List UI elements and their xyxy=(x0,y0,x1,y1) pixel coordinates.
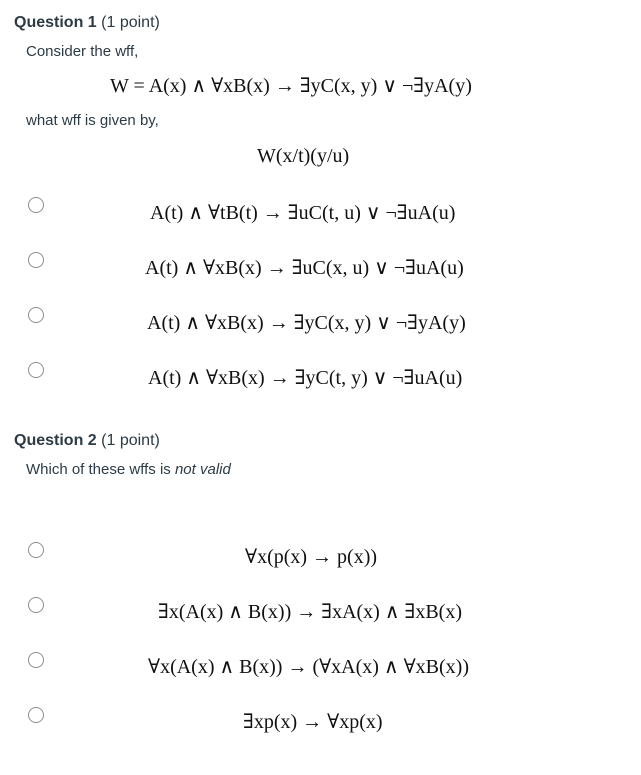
question-1-option-4-radio[interactable] xyxy=(28,362,44,378)
question-2-option-3-label[interactable]: ∀x(A(x) ∧ B(x)) → (∀xA(x) ∧ ∀xB(x)) xyxy=(148,656,469,678)
question-1-title xyxy=(14,13,160,33)
question-2-option-3-radio[interactable] xyxy=(28,652,44,668)
question-2-option-2-label[interactable]: ∃x(A(x) ∧ B(x)) → ∃xA(x) ∧ ∃xB(x) xyxy=(158,601,462,623)
question-2-option-4-radio[interactable] xyxy=(28,707,44,723)
question-1-option-3-radio[interactable] xyxy=(28,307,44,323)
question-2-option-1-label[interactable]: ∀x(p(x) → p(x)) xyxy=(245,546,378,568)
question-1-option-1-label[interactable]: A(t) ∧ ∀tB(t) → ∃uC(t, u) ∨ ¬∃uA(u) xyxy=(150,202,456,224)
question-2-prompt-text: Which of these wffs is xyxy=(26,461,171,478)
question-1-substitution: W(x/t)(y/u) xyxy=(257,145,350,167)
question-2-option-1-radio[interactable] xyxy=(28,542,44,558)
question-1-wff: W = A(x) ∧ ∀xB(x) → ∃yC(x, y) ∨ ¬∃yA(y) xyxy=(110,75,472,97)
question-2-name: Question 2 xyxy=(14,432,97,449)
question-2-points: (1 point) xyxy=(101,432,160,449)
question-1-prompt: Consider the wff, xyxy=(26,43,139,60)
question-1-option-3-label[interactable]: A(t) ∧ ∀xB(x) → ∃yC(x, y) ∨ ¬∃yA(y) xyxy=(147,312,466,334)
question-2-option-2-radio[interactable] xyxy=(28,597,44,613)
question-1-option-4-label[interactable]: A(t) ∧ ∀xB(x) → ∃yC(t, y) ∨ ¬∃uA(u) xyxy=(148,367,463,389)
question-1-name: Question 1 xyxy=(14,14,97,31)
question-1-option-2-label[interactable]: A(t) ∧ ∀xB(x) → ∃uC(x, u) ∨ ¬∃uA(u) xyxy=(145,257,464,279)
question-2-prompt xyxy=(26,460,231,480)
question-1-points: (1 point) xyxy=(101,14,160,31)
question-1-option-1-radio[interactable] xyxy=(28,197,44,213)
question-1-prompt-2: what wff is given by, xyxy=(26,112,159,129)
question-2-title xyxy=(14,431,160,451)
question-2-prompt-emphasis: not valid xyxy=(174,461,231,478)
question-1-option-2-radio[interactable] xyxy=(28,252,44,268)
question-2-option-4-label[interactable]: ∃xp(x) → ∀xp(x) xyxy=(243,711,383,733)
